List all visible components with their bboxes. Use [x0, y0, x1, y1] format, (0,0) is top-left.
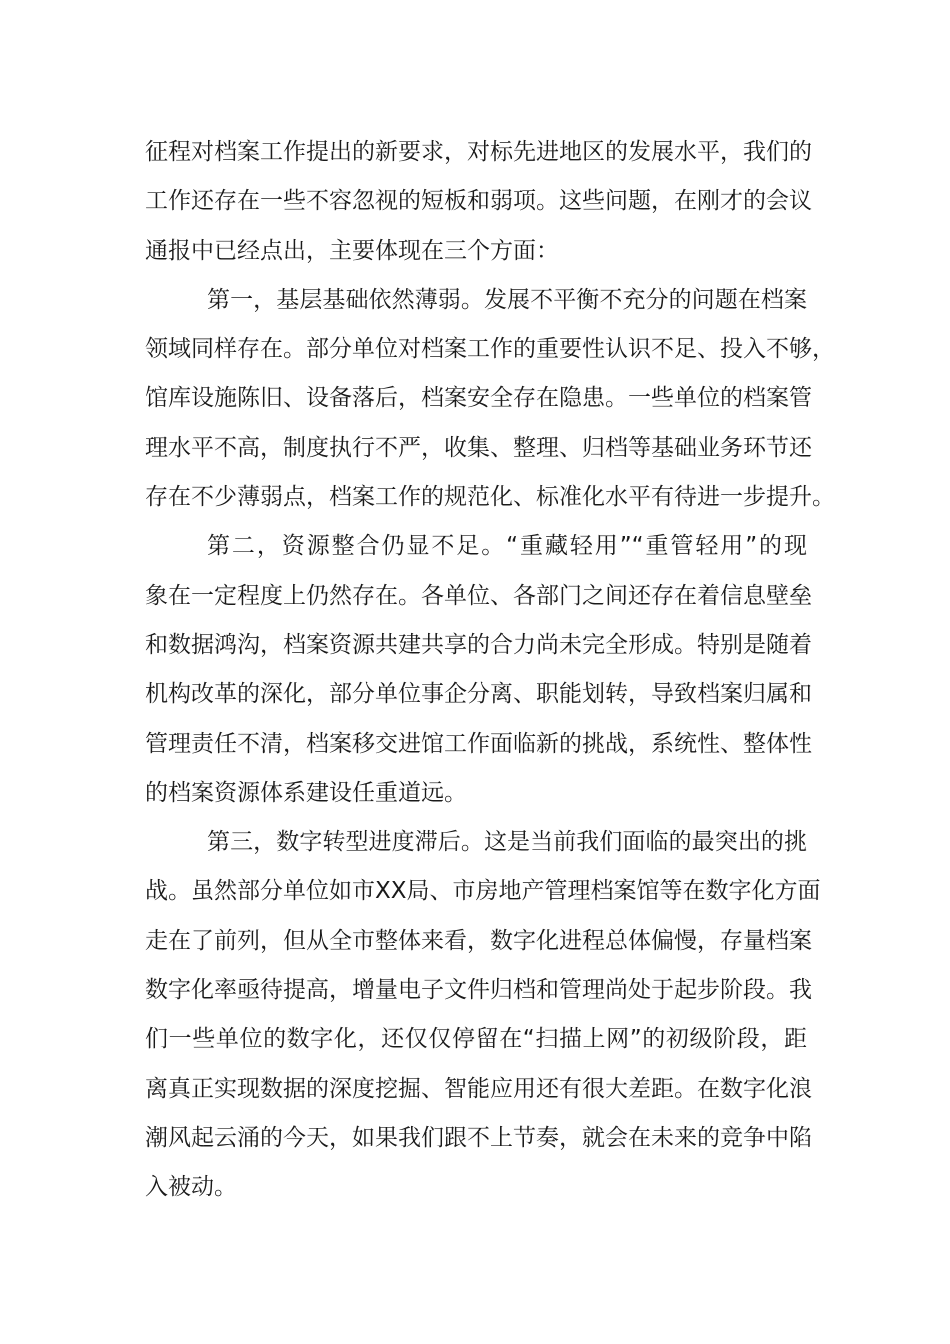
- paragraph-first-point: [145, 276, 835, 522]
- text-line: 工作还存在一些不容忽视的短板和弱项。这些问题，在刚才的会议: [145, 188, 812, 215]
- text-line: 机构改革的深化，部分单位事企分离、职能划转，导致档案归属和: [145, 681, 812, 708]
- text-line: 第三，数字转型进度滞后。这是当前我们面临的最突出的挑: [207, 829, 807, 856]
- text-line: 走在了前列，但从全市整体来看，数字化进程总体偏慢，存量档案: [145, 927, 812, 954]
- text-line: 和数据鸿沟，档案资源共建共享的合力尚未完全形成。特别是随着: [145, 631, 812, 658]
- text-line: 潮风起云涌的今天，如果我们跟不上节奏，就会在未来的竞争中陷: [145, 1124, 812, 1151]
- text-line: 管理责任不清，档案移交进馆工作面临新的挑战，系统性、整体性: [145, 730, 812, 757]
- paragraph-second-point: [145, 522, 812, 818]
- paragraph-intro: [145, 128, 812, 276]
- text-line: 馆库设施陈旧、设备落后，档案安全存在隐患。一些单位的档案管: [145, 385, 812, 412]
- text-line: 理水平不高，制度执行不严，收集、整理、归档等基础业务环节还: [145, 434, 812, 461]
- text-line: 象在一定程度上仍然存在。各单位、各部门之间还存在着信息壁垒: [145, 582, 812, 609]
- text-line: 战。虽然部分单位如市XX局、市房地产管理档案馆等在数字化方面: [145, 878, 821, 905]
- text-line: 通报中已经点出，主要体现在三个方面：: [145, 237, 559, 264]
- text-line: 的档案资源体系建设任重道远。: [145, 779, 467, 806]
- text-line: 第一，基层基础依然薄弱。发展不平衡不充分的问题在档案: [207, 286, 807, 313]
- text-line: 征程对档案工作提出的新要求，对标先进地区的发展水平，我们的: [145, 139, 812, 165]
- text-line: 入被动。: [145, 1174, 237, 1201]
- paragraph-third-point: [145, 818, 821, 1212]
- text-line: 离真正实现数据的深度挖掘、智能应用还有很大差距。在数字化浪: [145, 1075, 812, 1102]
- text-line: 数字化率亟待提高，增量电子文件归档和管理尚处于起步阶段。我: [145, 977, 812, 1004]
- text-line: 存在不少薄弱点，档案工作的规范化、标准化水平有待进一步提升。: [145, 484, 835, 511]
- text-line: 领域同样存在。部分单位对档案工作的重要性认识不足、投入不够，: [145, 336, 835, 363]
- text-line: 们一些单位的数字化，还仅仅停留在“扫描上网”的初级阶段，距: [145, 1026, 807, 1053]
- text-line: 第二，资源整合仍显不足。“重藏轻用”“重管轻用”的现: [207, 533, 807, 560]
- body-text: [145, 128, 835, 1213]
